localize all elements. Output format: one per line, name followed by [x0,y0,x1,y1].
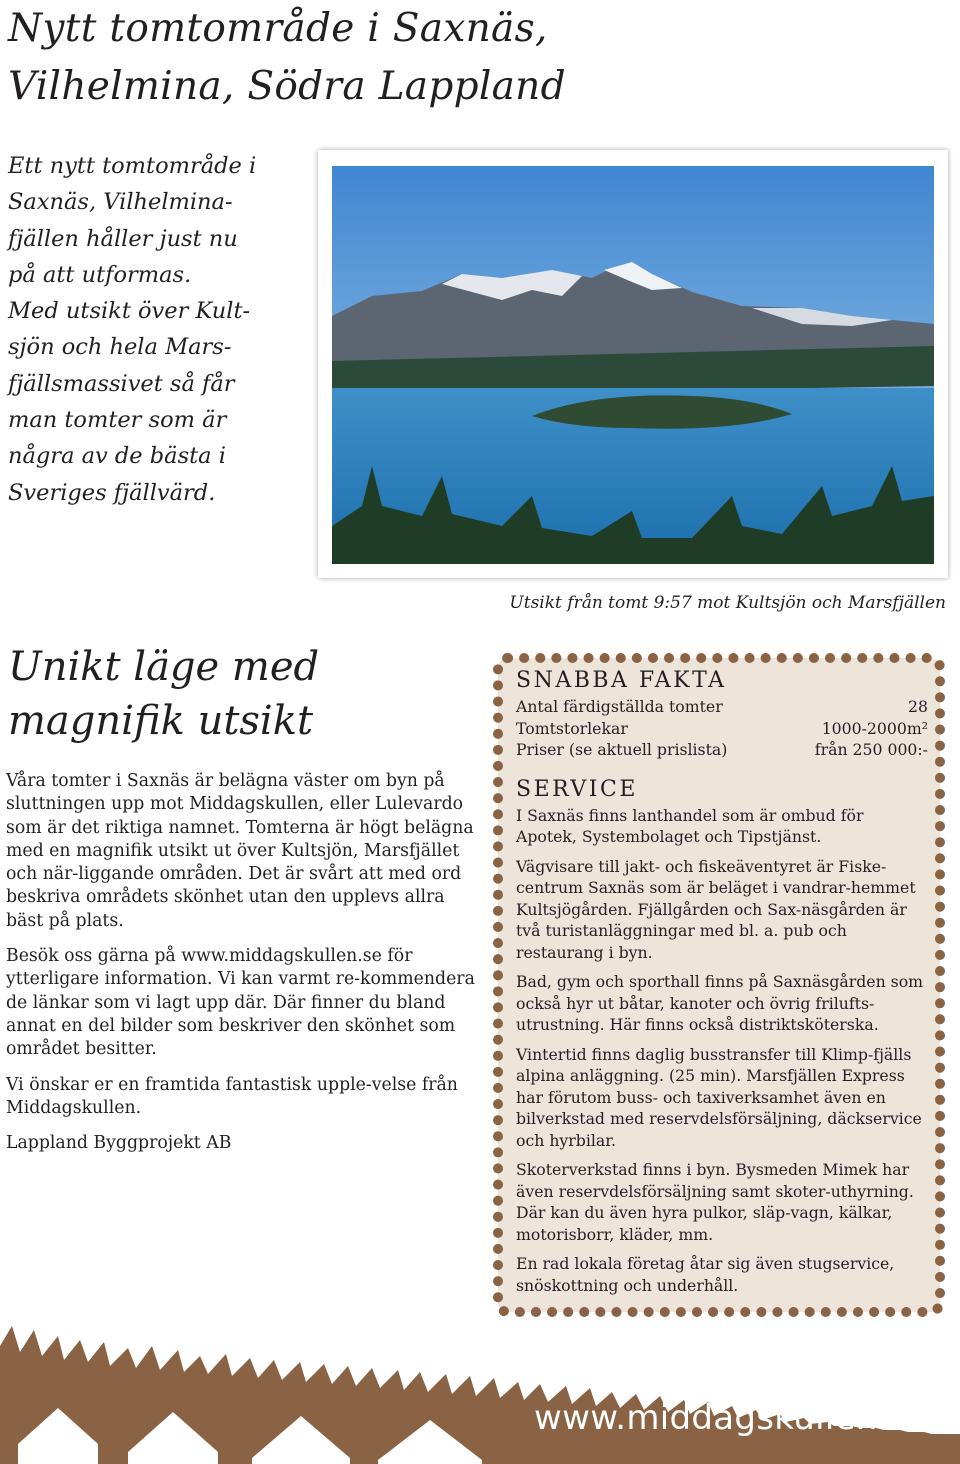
facts-table [516,696,928,761]
service-paragraph: Vintertid finns daglig busstransfer till Klimp-fjälls alpina anläggning. (25 min). Marsfjällen Express har förutom buss- och taxiverksamhet även en bilverkstad med reservdelsförsäljning, däckservice och hyrbilar. [516,1044,922,1150]
intro-line: några av de bästa i [8,443,226,470]
intro-line: Ett nytt tomtområde i [8,153,257,179]
title-line-1: Nytt tomtområde i Saxnäs, [8,6,548,51]
section-heading-line: magnifik utsikt [8,698,314,744]
service-paragraph: En rad lokala företag åtar sig även stugservice, snöskottning och underhåll. [516,1254,895,1295]
houses-silhouette [0,1326,960,1464]
body-paragraph: Våra tomter i Saxnäs är belägna väster om byn på sluttningen upp mot Middagskullen, eller Lulevardo som är det riktiga namnet. Tomterna är högt belägna med en magnifik utsikt ut över Kultsjön, Marsfjället och när-liggande områden. Det är svårt att med ord beskriva områdets skönhet utan den upplevs allra bäst på plats. [6,771,474,931]
intro-line: sjön och hela Mars- [8,334,232,361]
title-line-2: Vilhelmina, Södra Lappland [8,64,566,109]
body-paragraph: Vi önskar er en framtida fantastisk upple-velse från Middagskullen. [6,1074,458,1118]
facts-heading: SNABBA FAKTA [516,668,727,693]
service-paragraph: Bad, gym och sporthall finns på Saxnäsgården som också hyr ut båtar, kanoter och övrig frilufts-utrustning. Här finns också distriktsköterska. [516,972,924,1034]
page-title [8,0,908,116]
landscape-photo [332,166,934,564]
fact-value: 1000-2000m² [821,718,928,738]
service-paragraph: Skoterverkstad finns i byn. Bysmeden Mimek har även reservdelsförsäljning samt skoter-uthyrning. Där kan du även hyra pulkor, släp-vagn, kälkar, motorisborr, kläder, mm. [516,1160,914,1244]
fact-row [516,696,928,718]
service-paragraph: Vägvisare till jakt- och fiskeäventyret är Fiske-centrum Saxnäs som är beläget i vandrar-hemmet Kultsjögården. Fjällgården och Sax-näsgården är två turistanläggningar med bl. a. pub och restaurang i byn. [516,856,916,962]
landscape-photo-frame [318,150,948,578]
facts-content [516,666,928,1304]
intro-line: man tomter som är [8,407,227,434]
service-heading: SERVICE [516,776,638,802]
intro-line: på att utformas. [8,261,192,288]
service-paragraph: I Saxnäs finns lanthandel som är ombud för Apotek, Systembolaget och Tipstjänst. [516,805,864,846]
fact-value: 28 [908,697,928,716]
fact-label: Antal färdigställda tomter [516,697,723,716]
section-heading-line: Unikt läge med [8,644,320,690]
fact-value: från 250 000:- [814,740,928,759]
fact-label: Priser (se aktuell prislista) [516,740,728,759]
facts-box [488,648,950,1322]
fact-row [516,718,928,740]
intro-text [8,148,308,511]
intro-line: Sveriges fjällvärd. [8,479,216,506]
photo-caption: Utsikt från tomt 9:57 mot Kultsjön och Marsfjällen [509,593,946,613]
intro-line: fjällsmassivet så får [8,370,235,397]
fact-row [516,739,928,761]
body-text [6,770,476,1167]
signature: Lappland Byggprojekt AB [6,1133,232,1154]
website-url: www.middagskullen.se [534,1398,928,1438]
body-paragraph: Besök oss gärna på www.middagskullen.se för ytterligare information. Vi kan varmt re-kommendera de länkar som vi lagt upp där. Där finner du bland annat en del bilder som beskriver den skönhet som området besitter. [6,946,475,1060]
intro-line: Saxnäs, Vilhelmina- [8,189,233,216]
fact-label: Tomtstorlekar [516,718,628,738]
intro-line: Med utsikt över Kult- [8,298,251,325]
intro-line: fjällen håller just nu [8,225,238,252]
section-heading [8,640,468,748]
